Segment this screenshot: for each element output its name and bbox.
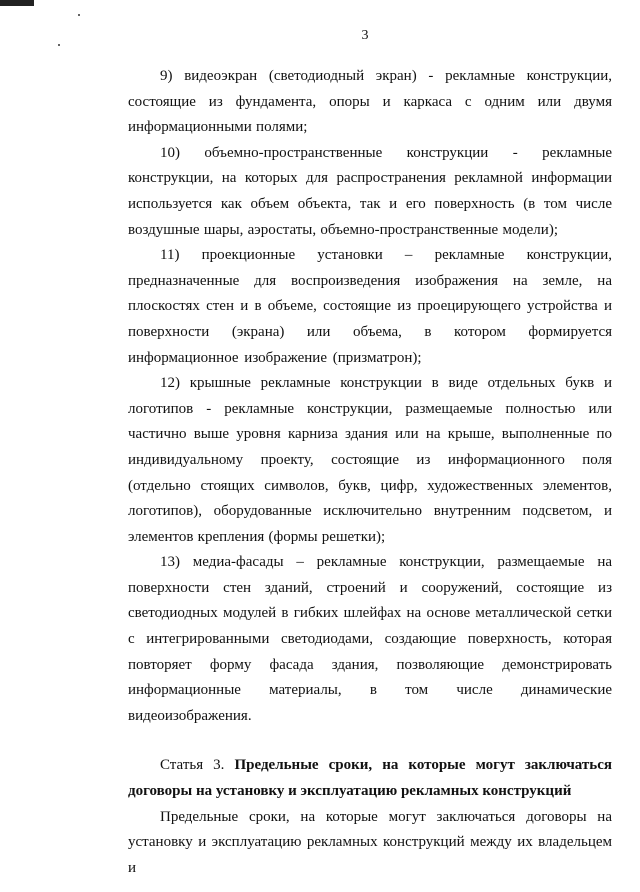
scan-speck [58, 44, 60, 46]
article-3 [128, 753, 612, 881]
list-item-13: 13) медиа-фасады – рекламные конструкции, размещаемые на поверхности стен зданий, строений и сооружений, состоящие из светодиодных модулей в гибких шлейфах на основе металлической сетки с интегрированными светодиодами, создающие поверхность, которая повторяет форму фасада здания, позволяющие демонстрировать информационные материалы, в том числе динамические видеоизображения. [128, 554, 612, 724]
scan-speck [78, 14, 80, 16]
list-item-11: 11) проекционные установки – рекламные конструкции, предназначенные для воспроизведения изображения на земле, на плоскостях стен и в объеме, состоящие из проецирующего устройства и поверхности (экрана) или объема, в котором формируется информационное изображение (призматрон); [128, 247, 612, 366]
list-item-9: 9) видеоэкран (светодиодный экран) - рекламные конструкции, состоящие из фундамента, опоры и каркаса с одним или двумя информационными полями; [128, 68, 612, 136]
list-item-12: 12) крышные рекламные конструкции в виде отдельных букв и логотипов - рекламные конструкции, размещаемые полностью или частично выше уровня карниза здания или на крыше, выполненные по индивидуальному проекту, состоящие из информационного поля (отдельно стоящих символов, букв, цифр, художественных элементов, логотипов), оборудованные исключительно внутренним подсветом, и элементов крепления (формы решетки); [128, 375, 612, 545]
article-label: Статья 3. [160, 757, 225, 774]
document-body [128, 64, 612, 881]
article-heading [128, 753, 612, 804]
scan-artifact-mark [0, 0, 34, 6]
article-title: Предельные сроки, на которые могут заключаться договоры на установку и эксплуатацию рекламных конструкций [128, 757, 612, 800]
list-item-10: 10) объемно-пространственные конструкции - рекламные конструкции, на которых для распространения рекламной информации используется как объем объекта, так и его поверхность (в том числе воздушные шары, аэростаты, объемно-пространственные модели); [128, 144, 612, 238]
page-number: 3 [361, 28, 369, 43]
article-paragraph: Предельные сроки, на которые могут заключаться договоры на установку и эксплуатацию рекламных конструкций между их владельцем и [128, 808, 612, 876]
